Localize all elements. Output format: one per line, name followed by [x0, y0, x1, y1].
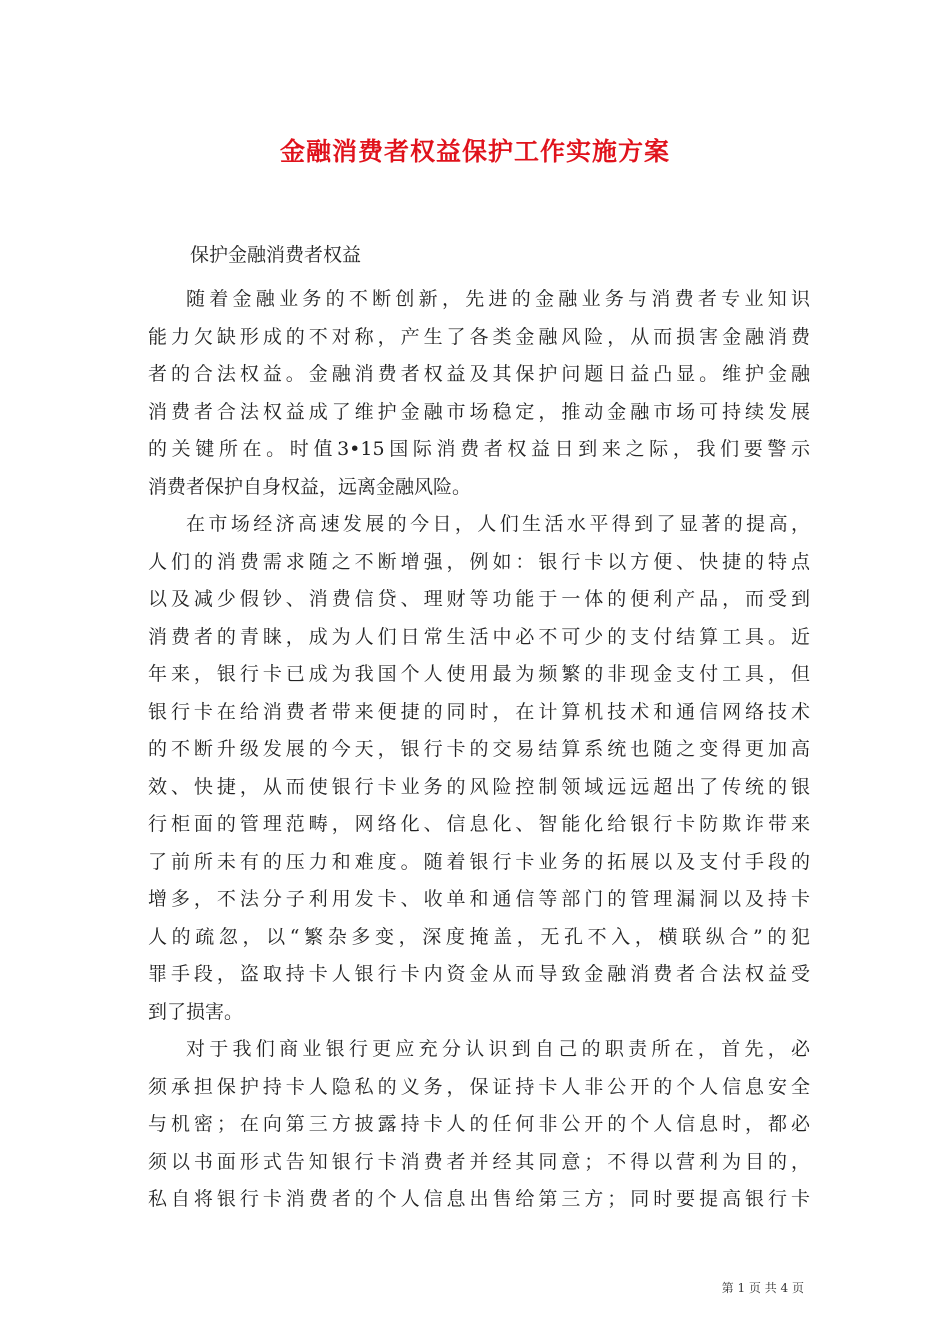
paragraph-line: 消费者的青睐，成为人们日常生活中必不可少的支付结算工具。近: [148, 625, 810, 648]
paragraph-line: 增多，不法分子利用发卡、收单和通信等部门的管理漏洞以及持卡: [148, 888, 810, 910]
paragraph-line: 能力欠缺形成的不对称，产生了各类金融风险，从而损害金融消费: [148, 325, 810, 348]
subheading: 保护金融消费者权益: [190, 244, 362, 266]
paragraph-line: 在市场经济高速发展的今日，人们生活水平得到了显著的提高，: [186, 513, 810, 535]
paragraph-line: 银行卡在给消费者带来便捷的同时，在计算机技术和通信网络技术: [148, 700, 810, 723]
paragraph-line: 随着金融业务的不断创新，先进的金融业务与消费者专业知识: [186, 288, 810, 310]
paragraph-line: 消费者合法权益成了维护金融市场稳定，推动金融市场可持续发展: [148, 400, 810, 423]
paragraph-line: 年来，银行卡已成为我国个人使用最为频繁的非现金支付工具，但: [148, 663, 810, 685]
paragraph-line: 以及减少假钞、消费信贷、理财等功能于一体的便利产品，而受到: [148, 588, 810, 610]
paragraph-line: 消费者保护自身权益，远离金融风险。: [148, 475, 472, 498]
paragraph-line: 私自将银行卡消费者的个人信息出售给第三方；同时要提高银行卡: [148, 1188, 810, 1210]
paragraph-line: 与机密；在向第三方披露持卡人的任何非公开的个人信息时，都必: [148, 1113, 810, 1135]
paragraph-line: 对于我们商业银行更应充分认识到自己的职责所在，首先，必: [186, 1038, 810, 1060]
paragraph-line: 人的疏忽，以“繁杂多变，深度掩盖，无孔不入，横联纵合”的犯: [148, 925, 810, 948]
paragraph-line: 须以书面形式告知银行卡消费者并经其同意；不得以营利为目的，: [148, 1150, 810, 1173]
paragraph-line: 者的合法权益。金融消费者权益及其保护问题日益凸显。维护金融: [148, 363, 810, 385]
paragraph-line: 人们的消费需求随之不断增强，例如：银行卡以方便、快捷的特点: [148, 550, 810, 573]
page-number: 第 1 页 共 4 页: [721, 1281, 804, 1295]
document-title: 金融消费者权益保护工作实施方案: [279, 137, 670, 166]
paragraph-line: 到了损害。: [148, 1000, 244, 1023]
paragraph-line: 须承担保护持卡人隐私的义务，保证持卡人非公开的个人信息安全: [148, 1075, 810, 1098]
paragraph-line: 行柜面的管理范畴，网络化、信息化、智能化给银行卡防欺诈带来: [148, 813, 810, 835]
paragraph-line: 的不断升级发展的今天，银行卡的交易结算系统也随之变得更加高: [148, 738, 810, 760]
paragraph-line: 的关键所在。时值3•15国际消费者权益日到来之际，我们要警示: [148, 438, 810, 460]
paragraph-line: 效、快捷，从而使银行卡业务的风险控制领域远远超出了传统的银: [148, 775, 810, 798]
paragraph-line: 了前所未有的压力和难度。随着银行卡业务的拓展以及支付手段的: [148, 850, 810, 873]
document-body: [148, 281, 810, 1219]
paragraph-line: 罪手段，盗取持卡人银行卡内资金从而导致金融消费者合法权益受: [148, 963, 810, 985]
